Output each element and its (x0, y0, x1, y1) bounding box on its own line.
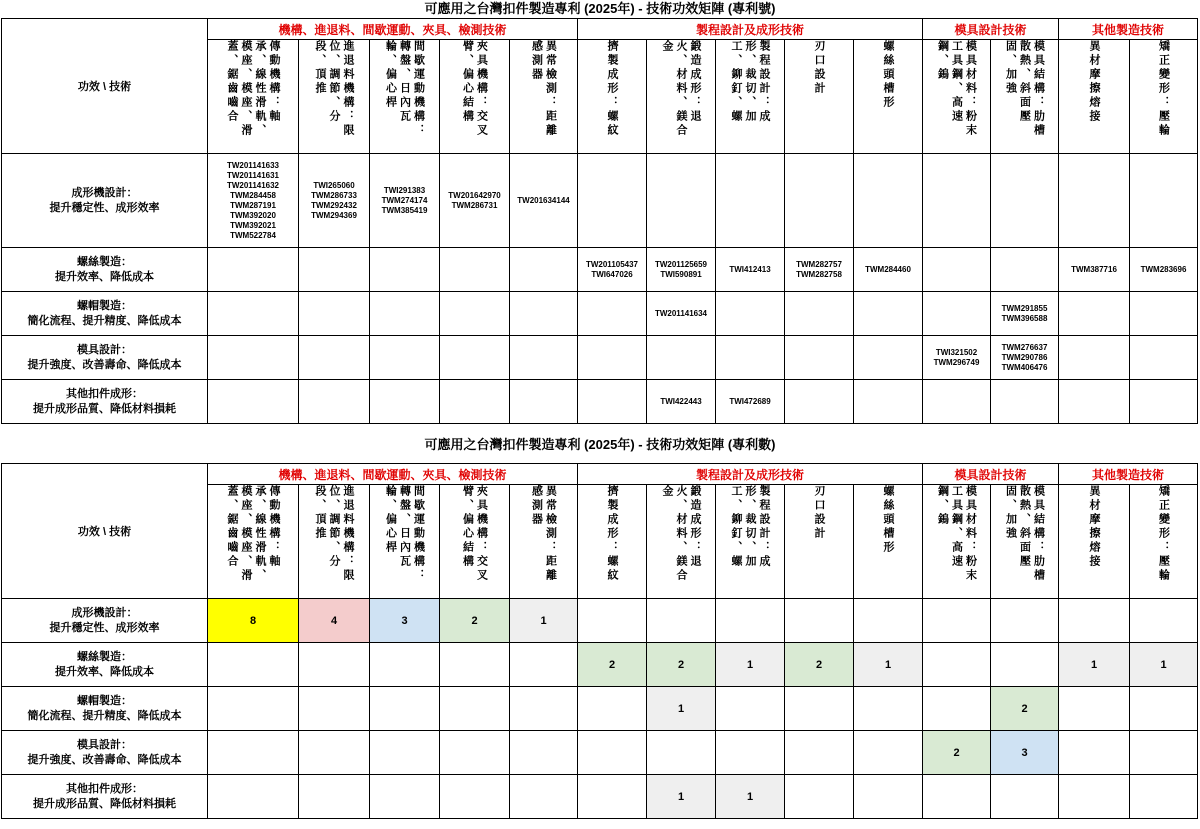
patent-number: TWI291383 (383, 185, 426, 195)
effect-goal: 提升效率、降低成本 (55, 665, 154, 678)
count-cell (785, 687, 854, 731)
count-cell (647, 731, 716, 775)
count-cell (923, 775, 991, 819)
count-cell (510, 775, 578, 819)
patent-number-matrix (1, 18, 1198, 424)
patent-effect-label (2, 154, 208, 248)
patent-number: TWM294369 (311, 210, 357, 220)
count-group-header: 機構、進退料、間歇運動、夾具、檢測技術 (208, 464, 578, 485)
patent-cell (716, 336, 785, 380)
patent-cell (854, 336, 923, 380)
count-cell: 1 (716, 775, 785, 819)
patent-cell (854, 154, 923, 248)
count-cell (510, 687, 578, 731)
count-cell (854, 731, 923, 775)
count-cell (991, 599, 1059, 643)
tech-label: 傳動機構：軸承、線性滑軌、模座、模座、滑蓋、鋸齒嚙合 (226, 485, 280, 583)
count-cell: 2 (991, 687, 1059, 731)
count-tech-header (370, 485, 440, 599)
patent-cell (578, 336, 647, 380)
patent-cell (991, 154, 1059, 248)
effect-name: 模具設計： (77, 738, 132, 751)
tech-label: 進退料機構：限位、調節、分段、頂推 (314, 485, 354, 583)
patent-cell (1059, 154, 1130, 248)
tech-label: 模具材料：粉末工具鋼、高速鋼、鎢 (936, 40, 977, 138)
count-cell (854, 687, 923, 731)
count-cell (991, 643, 1059, 687)
patent-cell (299, 336, 370, 380)
count-corner-header: 功效 \ 技術 (2, 464, 208, 599)
tech-label: 模具結構：肋槽散熱、斜面壓固、加強 (1004, 485, 1045, 583)
patent-tech-header (647, 40, 716, 154)
count-tech-header (991, 485, 1059, 599)
patent-tech-header (370, 40, 440, 154)
patent-cell (370, 154, 440, 248)
count-cell (923, 643, 991, 687)
patent-number: TW201141632 (226, 180, 280, 190)
count-cell (208, 687, 299, 731)
count-cell (370, 687, 440, 731)
patent-effect-label (2, 292, 208, 336)
tech-label: 鍛造成形：退火、材料、鎂合金 (661, 40, 701, 138)
patent-cell (923, 248, 991, 292)
effect-goal: 提升成形品質、降低材料損耗 (33, 797, 176, 810)
tech-label: 製程設計：成形、裁切、加工、鉚釘、螺 (730, 485, 770, 569)
patent-cell (854, 292, 923, 336)
tech-label: 擠製成形：螺紋 (606, 40, 618, 138)
count-cell (716, 599, 785, 643)
patent-cell (510, 154, 578, 248)
count-cell: 2 (923, 731, 991, 775)
count-cell (1059, 775, 1130, 819)
tech-label: 螺絲頭槽形 (882, 40, 894, 110)
patent-cell (370, 248, 440, 292)
patent-number: TWM291855 (1001, 303, 1048, 313)
count-cell (510, 643, 578, 687)
patent-cell (923, 292, 991, 336)
count-cell (510, 731, 578, 775)
patent-number: TWM282758 (796, 269, 842, 279)
tech-label: 異材摩擦熔接 (1088, 40, 1100, 124)
count-cell: 3 (991, 731, 1059, 775)
patent-cell (299, 380, 370, 424)
patent-cell (299, 154, 370, 248)
count-cell (299, 643, 370, 687)
patent-cell (923, 154, 991, 248)
tech-label: 異常檢測：距離感測器 (530, 485, 557, 583)
count-cell (440, 643, 510, 687)
patent-tech-header (923, 40, 991, 154)
patent-cell (647, 380, 716, 424)
count-tech-header (440, 485, 510, 599)
count-tech-header (647, 485, 716, 599)
patent-tech-header (854, 40, 923, 154)
effect-name: 螺絲製造： (77, 650, 132, 663)
tech-label: 異材摩擦熔接 (1088, 485, 1100, 569)
patent-cell (785, 292, 854, 336)
effect-goal: 提升穩定性、成形效率 (49, 201, 160, 214)
count-cell (785, 775, 854, 819)
patent-number: TW201634144 (517, 195, 570, 205)
effect-name: 其他扣件成形： (66, 782, 143, 795)
tech-label: 矯正變形：壓輪 (1157, 40, 1170, 138)
patent-number: TWM396588 (1001, 313, 1048, 323)
patent-cell (510, 248, 578, 292)
patent-number: TWM283696 (1140, 264, 1187, 274)
count-effect-label (2, 643, 208, 687)
patent-tech-header (510, 40, 578, 154)
tech-label: 矯正變形：壓輪 (1157, 485, 1170, 583)
patent-cell (1059, 380, 1130, 424)
patent-number: TWI265060 (313, 180, 355, 190)
count-cell: 2 (578, 643, 647, 687)
count-tech-header (208, 485, 299, 599)
patent-number: TW201141631 (226, 170, 280, 180)
patent-cell (578, 154, 647, 248)
table-row (2, 775, 1198, 819)
effect-name: 其他扣件成形： (66, 387, 143, 400)
patent-cell (991, 380, 1059, 424)
patent-number: TWM284458 (230, 190, 276, 200)
tech-label: 製程設計：成形、裁切、加工、鉚釘、螺 (730, 40, 770, 124)
table-row (2, 154, 1198, 248)
count-tech-header (854, 485, 923, 599)
patent-group-header: 機構、進退料、間歇運動、夾具、檢測技術 (208, 19, 578, 40)
patent-number: TWI472689 (729, 396, 771, 406)
patent-number: TW201642970 (448, 190, 501, 200)
patent-number: TWI321502 (935, 347, 978, 357)
patent-cell (923, 336, 991, 380)
patent-group-header: 其他製造技術 (1059, 19, 1198, 40)
patent-number: TW201105437 (585, 259, 639, 269)
tech-label: 傳動機構：軸承、線性滑軌、模座、模座、滑蓋、鋸齒嚙合 (226, 40, 280, 138)
count-cell: 3 (370, 599, 440, 643)
patent-cell (716, 292, 785, 336)
patent-cell (510, 380, 578, 424)
count-tech-header (1130, 485, 1198, 599)
patent-effect-label (2, 380, 208, 424)
count-cell (578, 599, 647, 643)
count-tech-header (716, 485, 785, 599)
patent-tech-header (440, 40, 510, 154)
patent-cell (578, 380, 647, 424)
patent-cell (440, 336, 510, 380)
patent-number: TWM274174 (381, 195, 428, 205)
patent-cell (923, 380, 991, 424)
patent-cell (208, 380, 299, 424)
patent-cell (991, 336, 1059, 380)
patent-number: TWM385419 (381, 205, 428, 215)
patent-cell (370, 380, 440, 424)
count-cell (854, 775, 923, 819)
patent-number: TWM287191 (230, 200, 276, 210)
table-row (2, 248, 1198, 292)
patent-cell (1130, 248, 1198, 292)
patent-cell (785, 248, 854, 292)
patent-cell (208, 248, 299, 292)
count-cell: 1 (1059, 643, 1130, 687)
count-cell (370, 643, 440, 687)
tech-label: 異常檢測：距離感測器 (530, 40, 557, 138)
patent-tech-header (578, 40, 647, 154)
patent-number: TWI647026 (591, 269, 633, 279)
count-cell: 4 (299, 599, 370, 643)
count-cell (299, 687, 370, 731)
patent-group-header: 模具設計技術 (923, 19, 1059, 40)
count-cell: 1 (716, 643, 785, 687)
effect-goal: 簡化流程、提升精度、降低成本 (27, 314, 182, 327)
patent-number: TWM286733 (311, 190, 357, 200)
patent-cell (991, 292, 1059, 336)
patent-effect-label (2, 248, 208, 292)
patent-number: TW201125659 (654, 259, 708, 269)
effect-goal: 提升效率、降低成本 (55, 270, 154, 283)
count-tech-header (1059, 485, 1130, 599)
patent-tech-header (1059, 40, 1130, 154)
tech-label: 間歇運動機構：轉盤、日內瓦輪、偏心桿 (384, 485, 425, 583)
patent-number: TWI412413 (729, 264, 771, 274)
count-cell (1130, 687, 1198, 731)
count-matrix-title: 可應用之台灣扣件製造專利 (2025年) - 技術功效矩陣 (專利數) (424, 437, 776, 452)
count-effect-label (2, 775, 208, 819)
count-cell: 1 (510, 599, 578, 643)
tech-label: 刃口設計 (813, 40, 825, 96)
count-cell (208, 731, 299, 775)
patent-cell (578, 248, 647, 292)
effect-name: 成形機設計： (71, 606, 138, 619)
table-row (2, 380, 1198, 424)
count-group-header: 製程設計及成形技術 (578, 464, 923, 485)
count-cell (299, 775, 370, 819)
patent-cell (510, 336, 578, 380)
patent-tech-header (1130, 40, 1198, 154)
count-cell (716, 687, 785, 731)
patent-number: TWM522784 (230, 230, 276, 240)
patent-count-matrix (1, 463, 1198, 819)
patent-cell (440, 380, 510, 424)
count-cell (923, 687, 991, 731)
patent-cell (716, 248, 785, 292)
count-cell (1059, 731, 1130, 775)
table-row (2, 643, 1198, 687)
count-tech-header (299, 485, 370, 599)
patent-cell (716, 380, 785, 424)
patent-number: TWM284460 (865, 264, 911, 274)
patent-cell (785, 336, 854, 380)
effect-name: 螺絲製造： (77, 255, 132, 268)
patent-number: TWM387716 (1071, 264, 1117, 274)
effect-goal: 提升強度、改善壽命、降低成本 (27, 753, 182, 766)
patent-cell (208, 154, 299, 248)
effect-name: 成形機設計： (71, 186, 138, 199)
count-cell: 2 (647, 643, 716, 687)
count-cell (716, 731, 785, 775)
patent-cell (1130, 154, 1198, 248)
count-cell (578, 775, 647, 819)
count-cell: 1 (647, 687, 716, 731)
patent-cell (1130, 380, 1198, 424)
table-row (2, 731, 1198, 775)
patent-cell (647, 248, 716, 292)
patent-number: TWM286731 (451, 200, 498, 210)
count-cell (208, 775, 299, 819)
patent-cell (1130, 336, 1198, 380)
count-cell (1059, 687, 1130, 731)
patent-number: TWM392020 (230, 210, 276, 220)
patent-cell (647, 336, 716, 380)
patent-number: TWM282757 (796, 259, 842, 269)
effect-goal: 提升穩定性、成形效率 (49, 621, 160, 634)
patent-cell (208, 336, 299, 380)
patent-tech-header (299, 40, 370, 154)
count-cell (440, 687, 510, 731)
patent-matrix-title: 可應用之台灣扣件製造專利 (2025年) - 技術功效矩陣 (專利號) (424, 1, 776, 16)
effect-goal: 簡化流程、提升精度、降低成本 (27, 709, 182, 722)
table-row (2, 292, 1198, 336)
patent-group-header: 製程設計及成形技術 (578, 19, 923, 40)
patent-cell (440, 292, 510, 336)
count-cell (578, 731, 647, 775)
count-cell (1059, 599, 1130, 643)
count-cell: 2 (440, 599, 510, 643)
tech-label: 模具結構：肋槽散熱、斜面壓固、加強 (1004, 40, 1045, 138)
patent-cell (716, 154, 785, 248)
patent-number: TWI422443 (660, 396, 702, 406)
count-cell (208, 643, 299, 687)
tech-label: 進退料機構：限位、調節、分段、頂推 (314, 40, 354, 138)
count-cell: 8 (208, 599, 299, 643)
patent-number: TWM392021 (230, 220, 276, 230)
patent-cell (510, 292, 578, 336)
table-row (2, 687, 1198, 731)
patent-number: TWI590891 (660, 269, 702, 279)
count-cell: 1 (647, 775, 716, 819)
patent-tech-header (208, 40, 299, 154)
patent-cell (785, 154, 854, 248)
count-cell (647, 599, 716, 643)
patent-cell (578, 292, 647, 336)
patent-number: TWM406476 (1001, 362, 1048, 372)
patent-cell (370, 292, 440, 336)
effect-goal: 提升強度、改善壽命、降低成本 (27, 358, 182, 371)
count-cell (1130, 599, 1198, 643)
count-cell (923, 599, 991, 643)
patent-cell (1059, 336, 1130, 380)
effect-goal: 提升成形品質、降低材料損耗 (33, 402, 176, 415)
patent-number: TW201141633 (226, 160, 280, 170)
patent-effect-label (2, 336, 208, 380)
count-cell (854, 599, 923, 643)
tech-label: 模具材料：粉末工具鋼、高速鋼、鎢 (936, 485, 977, 583)
patent-cell (854, 248, 923, 292)
patent-cell (1059, 292, 1130, 336)
patent-corner-header: 功效 \ 技術 (2, 19, 208, 154)
patent-cell (370, 336, 440, 380)
patent-tech-header (716, 40, 785, 154)
patent-cell (647, 154, 716, 248)
patent-cell (440, 248, 510, 292)
patent-number: TWM276637 (1001, 342, 1048, 352)
patent-cell (299, 248, 370, 292)
patent-cell (208, 292, 299, 336)
patent-number: TW201141634 (654, 308, 708, 318)
count-cell (991, 775, 1059, 819)
patent-cell (1059, 248, 1130, 292)
count-cell (785, 599, 854, 643)
tech-label: 夾具機構：交叉臂、偏心結構 (461, 485, 488, 583)
patent-tech-header (785, 40, 854, 154)
count-cell: 1 (1130, 643, 1198, 687)
patent-number: TWM296749 (933, 357, 980, 367)
count-cell (299, 731, 370, 775)
patent-cell (440, 154, 510, 248)
count-tech-header (785, 485, 854, 599)
count-cell (440, 731, 510, 775)
count-tech-header (510, 485, 578, 599)
patent-cell (647, 292, 716, 336)
tech-label: 螺絲頭槽形 (882, 485, 894, 555)
count-tech-header (578, 485, 647, 599)
count-cell (370, 731, 440, 775)
effect-name: 螺帽製造： (77, 299, 132, 312)
patent-cell (299, 292, 370, 336)
tech-label: 夾具機構：交叉臂、偏心結構 (461, 40, 488, 138)
patent-number: TWM290786 (1001, 352, 1048, 362)
table-row (2, 336, 1198, 380)
tech-label: 鍛造成形：退火、材料、鎂合金 (661, 485, 701, 583)
count-cell (370, 775, 440, 819)
count-cell (1130, 775, 1198, 819)
patent-cell (785, 380, 854, 424)
count-cell: 1 (854, 643, 923, 687)
effect-name: 模具設計： (77, 343, 132, 356)
patent-cell (1130, 292, 1198, 336)
tech-label: 擠製成形：螺紋 (606, 485, 618, 583)
tech-label: 間歇運動機構：轉盤、日內瓦輪、偏心桿 (384, 40, 425, 138)
table-row (2, 599, 1198, 643)
count-group-header: 模具設計技術 (923, 464, 1059, 485)
patent-cell (991, 248, 1059, 292)
count-effect-label (2, 599, 208, 643)
count-cell (440, 775, 510, 819)
count-effect-label (2, 687, 208, 731)
effect-name: 螺帽製造： (77, 694, 132, 707)
count-tech-header (923, 485, 991, 599)
patent-tech-header (991, 40, 1059, 154)
count-effect-label (2, 731, 208, 775)
patent-cell (854, 380, 923, 424)
tech-label: 刃口設計 (813, 485, 825, 541)
count-group-header: 其他製造技術 (1059, 464, 1198, 485)
patent-number: TWM292432 (311, 200, 357, 210)
count-cell (1130, 731, 1198, 775)
count-cell (785, 731, 854, 775)
count-cell: 2 (785, 643, 854, 687)
count-cell (578, 687, 647, 731)
